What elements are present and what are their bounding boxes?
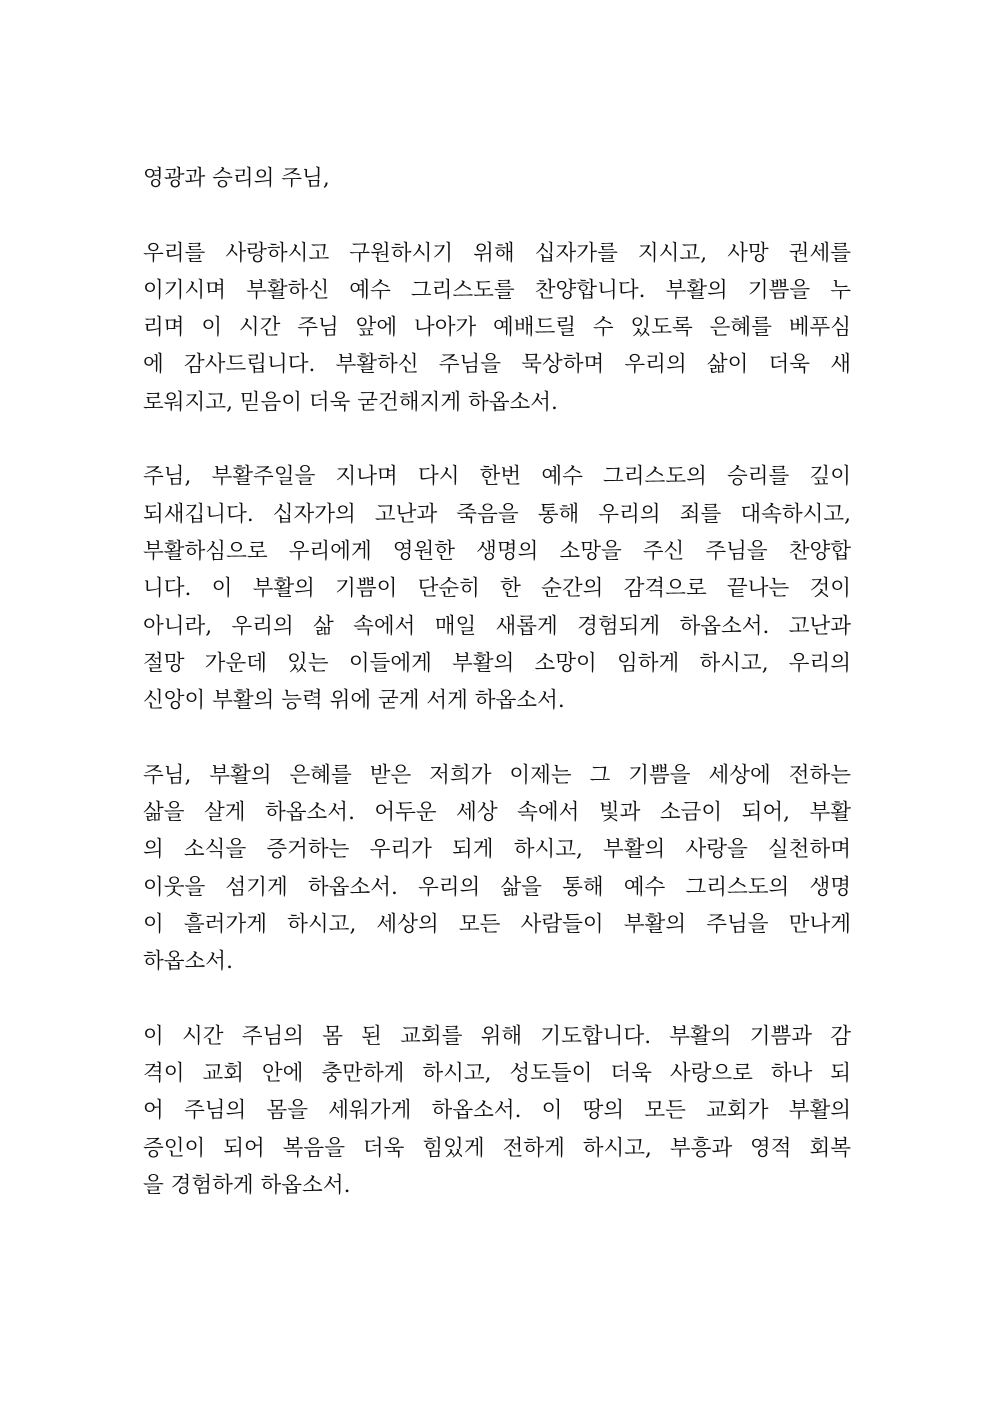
- text-line: 부활하심으로 우리에게 영원한 생명의 소망을 주신 주님을 찬양합: [143, 538, 851, 564]
- text-line: 증인이 되어 복음을 더욱 힘있게 전하게 하시고, 부흥과 영적 회복: [143, 1135, 851, 1161]
- text-line: 로워지고, 믿음이 더욱 굳건해지게 하옵소서.: [143, 389, 558, 415]
- text-line: 이 흘러가게 하시고, 세상의 모든 사람들이 부활의 주님을 만나게: [143, 911, 851, 937]
- text-line: 절망 가운데 있는 이들에게 부활의 소망이 임하게 하시고, 우리의: [143, 650, 851, 676]
- text-line: 하옵소서.: [143, 949, 233, 975]
- text-line: 주님, 부활주일을 지나며 다시 한번 예수 그리스도의 승리를 깊이: [143, 464, 851, 490]
- paragraph-2: [143, 458, 851, 719]
- prayer-text: [143, 160, 851, 1242]
- paragraph-4: [143, 1018, 851, 1204]
- text-line: 우리를 사랑하시고 구원하시기 위해 십자가를 지시고, 사망 권세를: [143, 240, 851, 266]
- text-line: 삶을 살게 하옵소서. 어두운 세상 속에서 빛과 소금이 되어, 부활: [143, 800, 851, 826]
- text-line: 신앙이 부활의 능력 위에 굳게 서게 하옵소서.: [143, 688, 565, 714]
- text-line: 에 감사드립니다. 부활하신 주님을 묵상하며 우리의 삶이 더욱 새: [143, 352, 851, 378]
- text-line: 되새깁니다. 십자가의 고난과 죽음을 통해 우리의 죄를 대속하시고,: [143, 501, 851, 527]
- text-line: 니다. 이 부활의 기쁨이 단순히 한 순간의 감격으로 끝나는 것이: [143, 576, 851, 602]
- text-line: 이 시간 주님의 몸 된 교회를 위해 기도합니다. 부활의 기쁨과 감: [143, 1023, 851, 1049]
- text-line: 을 경험하게 하옵소서.: [143, 1173, 351, 1199]
- text-line: 주님, 부활의 은혜를 받은 저희가 이제는 그 기쁨을 세상에 전하는: [143, 762, 851, 788]
- text-line: 의 소식을 증거하는 우리가 되게 하시고, 부활의 사랑을 실천하며: [143, 837, 851, 863]
- text-line: 이기시며 부활하신 예수 그리스도를 찬양합니다. 부활의 기쁨을 누: [143, 277, 851, 303]
- paragraph-3: [143, 757, 851, 981]
- text-line: 리며 이 시간 주님 앞에 나아가 예배드릴 수 있도록 은혜를 베푸심: [143, 315, 851, 341]
- greeting-line: 영광과 승리의 주님,: [143, 166, 330, 191]
- paragraph-1: [143, 235, 851, 421]
- text-line: 아니라, 우리의 삶 속에서 매일 새롭게 경험되게 하옵소서. 고난과: [143, 613, 851, 639]
- text-line: 격이 교회 안에 충만하게 하시고, 성도들이 더욱 사랑으로 하나 되: [143, 1061, 851, 1087]
- text-line: 이웃을 섬기게 하옵소서. 우리의 삶을 통해 예수 그리스도의 생명: [143, 874, 851, 900]
- text-line: 어 주님의 몸을 세워가게 하옵소서. 이 땅의 모든 교회가 부활의: [143, 1098, 851, 1124]
